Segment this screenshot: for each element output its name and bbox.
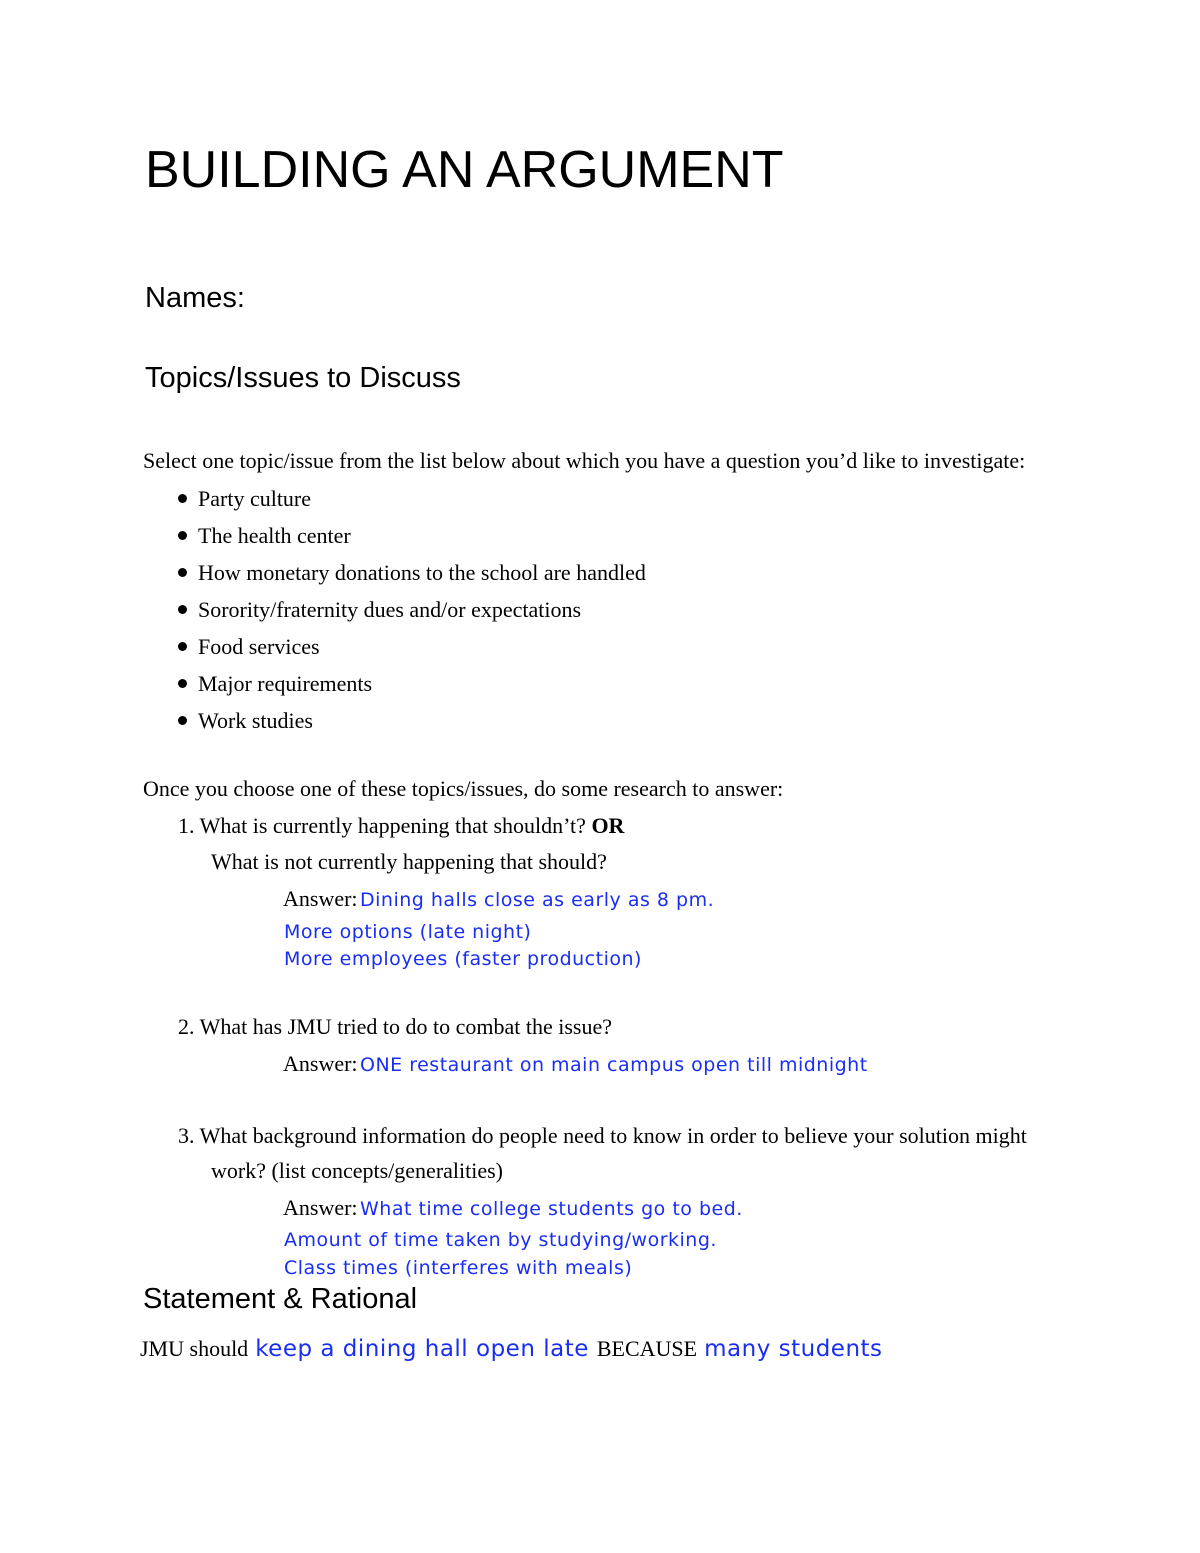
statement-line: [140, 1336, 891, 1362]
answer-1-line-1: Dining halls close as early as 8 pm.: [360, 889, 715, 911]
bullet-icon: [178, 568, 187, 577]
bullet-icon: [178, 642, 187, 651]
answer-label: Answer:: [283, 1051, 358, 1076]
question-3-continued: work? (list concepts/generalities): [211, 1158, 504, 1183]
list-item: Food services: [178, 628, 646, 665]
bullet-icon: [178, 531, 187, 540]
statement-heading: Statement & Rational: [143, 1283, 418, 1315]
topics-heading: Topics/Issues to Discuss: [145, 362, 461, 394]
question-2: 2. What has JMU tried to do to combat the issue?: [178, 1014, 613, 1039]
list-item: Party culture: [178, 480, 646, 517]
research-instructions: Once you choose one of these topics/issues, do some research to answer:: [143, 776, 784, 801]
statement-because: BECAUSE: [596, 1336, 698, 1361]
document-title: BUILDING AN ARGUMENT: [145, 141, 784, 199]
statement-prefix: JMU should: [140, 1336, 249, 1361]
topics-instructions: Select one topic/issue from the list below about which you have a question you’d like to investigate:: [143, 448, 1026, 473]
names-label: Names:: [145, 282, 245, 314]
answer-label: Answer:: [283, 1195, 358, 1220]
bullet-icon: [178, 716, 187, 725]
or-label: OR: [591, 813, 625, 838]
topic-list: [178, 480, 646, 739]
answer-3-line-2: Amount of time taken by studying/working.: [284, 1229, 717, 1251]
list-item: Major requirements: [178, 665, 646, 702]
bullet-icon: [178, 605, 187, 614]
question-3: 3. What background information do people need to know in order to believe your solution might: [178, 1123, 1027, 1148]
statement-claim: keep a dining hall open late: [255, 1336, 589, 1362]
list-item: How monetary donations to the school are handled: [178, 554, 646, 591]
answer-1-line-2: More options (late night): [284, 921, 532, 943]
list-item: The health center: [178, 517, 646, 554]
answer-2-line-1: ONE restaurant on main campus open till midnight: [360, 1054, 868, 1076]
list-item: Sorority/fraternity dues and/or expectations: [178, 591, 646, 628]
statement-reason: many students: [704, 1336, 883, 1362]
bullet-icon: [178, 679, 187, 688]
answer-1-line-3: More employees (faster production): [284, 948, 642, 970]
list-item: Work studies: [178, 702, 646, 739]
question-1: 1. What is currently happening that shouldn’t? OR: [178, 813, 625, 838]
question-1-alt: What is not currently happening that should?: [211, 849, 607, 874]
answer-label: Answer:: [283, 886, 358, 911]
answer-3-line-1: What time college students go to bed.: [360, 1198, 743, 1220]
answer-3-line-3: Class times (interferes with meals): [284, 1257, 633, 1279]
bullet-icon: [178, 494, 187, 503]
